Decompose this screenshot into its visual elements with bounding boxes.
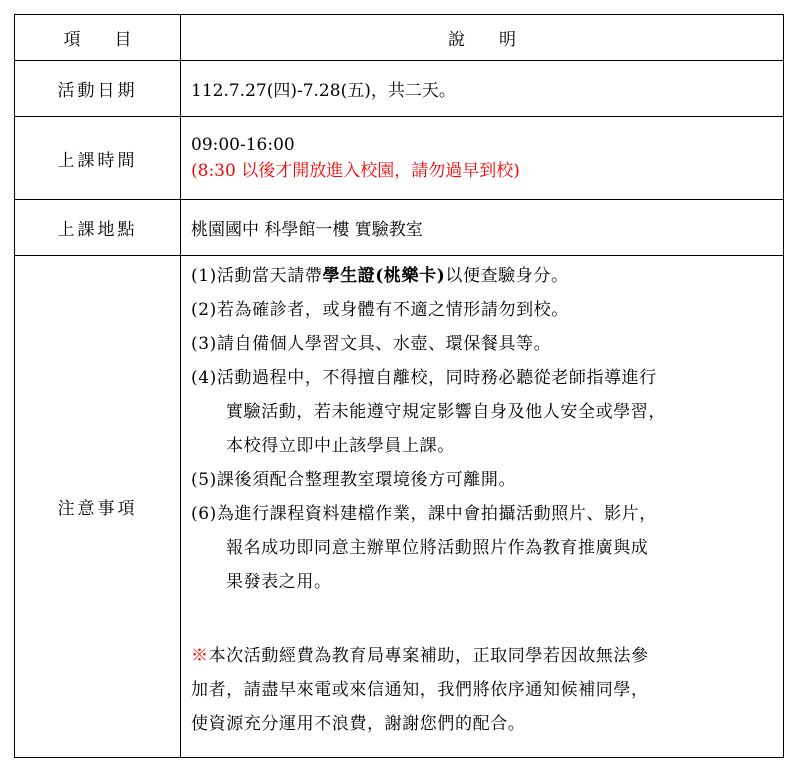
funding-notice: ※本次活動經費為教育局專案補助，正取同學若因故無法參 加者，請盡早來電或來信通知，我們將依序通知候補同學， 使資源充分運用不浪費，謝謝您們的配合。 xyxy=(191,646,649,734)
header-row xyxy=(15,15,784,61)
place-row xyxy=(15,200,784,256)
info-table xyxy=(14,14,784,758)
notice-item-5: (5)課後須配合整理教室環境後方可離開。 xyxy=(191,470,517,490)
place-label: 上課地點 xyxy=(15,200,181,256)
time-row xyxy=(15,117,784,200)
time-note: (8:30 以後才開放進入校園，請勿過早到校) xyxy=(191,161,520,181)
description-column-header: 說 明 xyxy=(181,15,784,61)
place-value: 桃園國中 科學館一樓 實驗教室 xyxy=(181,200,784,256)
notice-item-2: (2)若為確診者，或身體有不適之情形請勿到校。 xyxy=(191,300,569,320)
date-row xyxy=(15,61,784,117)
date-value: 112.7.27(四)-7.28(五)，共二天。 xyxy=(181,61,784,117)
date-label: 活動日期 xyxy=(15,61,181,117)
notice-item-1: (1)活動當天請帶學生證(桃樂卡)以便查驗身分。 xyxy=(191,266,569,286)
notices-row xyxy=(15,256,784,758)
student-id-emphasis: 學生證(桃樂卡) xyxy=(322,266,446,286)
notice-item-6: (6)為進行課程資料建檔作業，課中會拍攝活動照片、影片， 報名成功即同意主辦單位將活動照片作為教育推廣與成 果發表之用。 xyxy=(191,504,657,592)
time-cell xyxy=(181,117,784,200)
reference-mark-icon: ※ xyxy=(191,646,209,666)
notice-item-4: (4)活動過程中，不得擅自離校，同時務必聽從老師指導進行 實驗活動，若未能遵守規定影響自身及他人安全或學習， 本校得立即中止該學員上課。 xyxy=(191,368,666,456)
time-label: 上課時間 xyxy=(15,117,181,200)
item-column-header: 項 目 xyxy=(15,15,181,61)
notices-label: 注意事項 xyxy=(15,256,181,758)
notice-item-3: (3)請自備個人學習文具、水壺、環保餐具等。 xyxy=(191,334,552,354)
notices-cell xyxy=(181,256,784,758)
time-value: 09:00-16:00 xyxy=(191,135,295,155)
